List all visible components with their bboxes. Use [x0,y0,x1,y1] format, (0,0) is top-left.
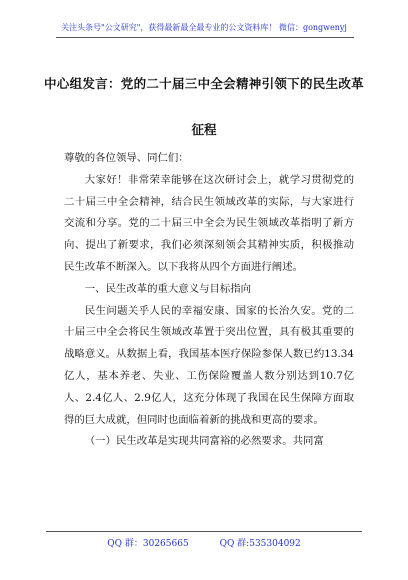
paragraph-section-1: 民生问题关乎人民的幸福安康、国家的长治久安。党的二十届三中全会将民生领域改革置于突出位置，具有极其重要的战略意义。从数据上看，我国基本医疗保险参保人数已约13.34亿人，基本养老、失业、工伤保险覆盖人数分别达到10.7亿人、2.4亿人、2.9亿人，这充分体现了我国在民生保障方面取得的巨大成就，但同时也面临着新的挑战和更高的要求。 [64,304,354,426]
header-banner: 关注头条号"公文研究"，获得最新最全最专业的公文资料库！ 微信：gongwenyj [61,23,347,32]
document-body [64,148,354,453]
section-heading-1: 一、民生改革的重大意义与目标指向 [84,282,252,295]
footer-qq-group-2: QQ 群:535304092 [219,539,301,549]
header-divider [56,37,354,38]
salutation: 尊敬的各位领导、同仁们： [64,152,189,164]
footer-qq-group-1: QQ 群：30265665 [107,539,189,549]
paragraph-subsection-1: （一）民生改革是实现共同富裕的必然要求。共同富 [84,435,324,448]
document-title-continued: 征程 [191,122,217,137]
footer-divider [46,531,362,532]
document-title: 中心组发言：党的二十届三中全会精神引领下的民生改革 [43,76,364,91]
paragraph-intro: 大家好！非常荣幸能够在这次研讨会上，就学习贯彻党的二十届三中全会精神，结合民生领域改革的实际，与大家进行交流和分享。党的二十届三中全会为民生领域改革指明了新方向、提出了新要求，我们必须深刻领会其精神实质，积极推动民生改革不断深入。以下我将从四个方面进行阐述。 [64,173,354,273]
footer [0,536,408,549]
